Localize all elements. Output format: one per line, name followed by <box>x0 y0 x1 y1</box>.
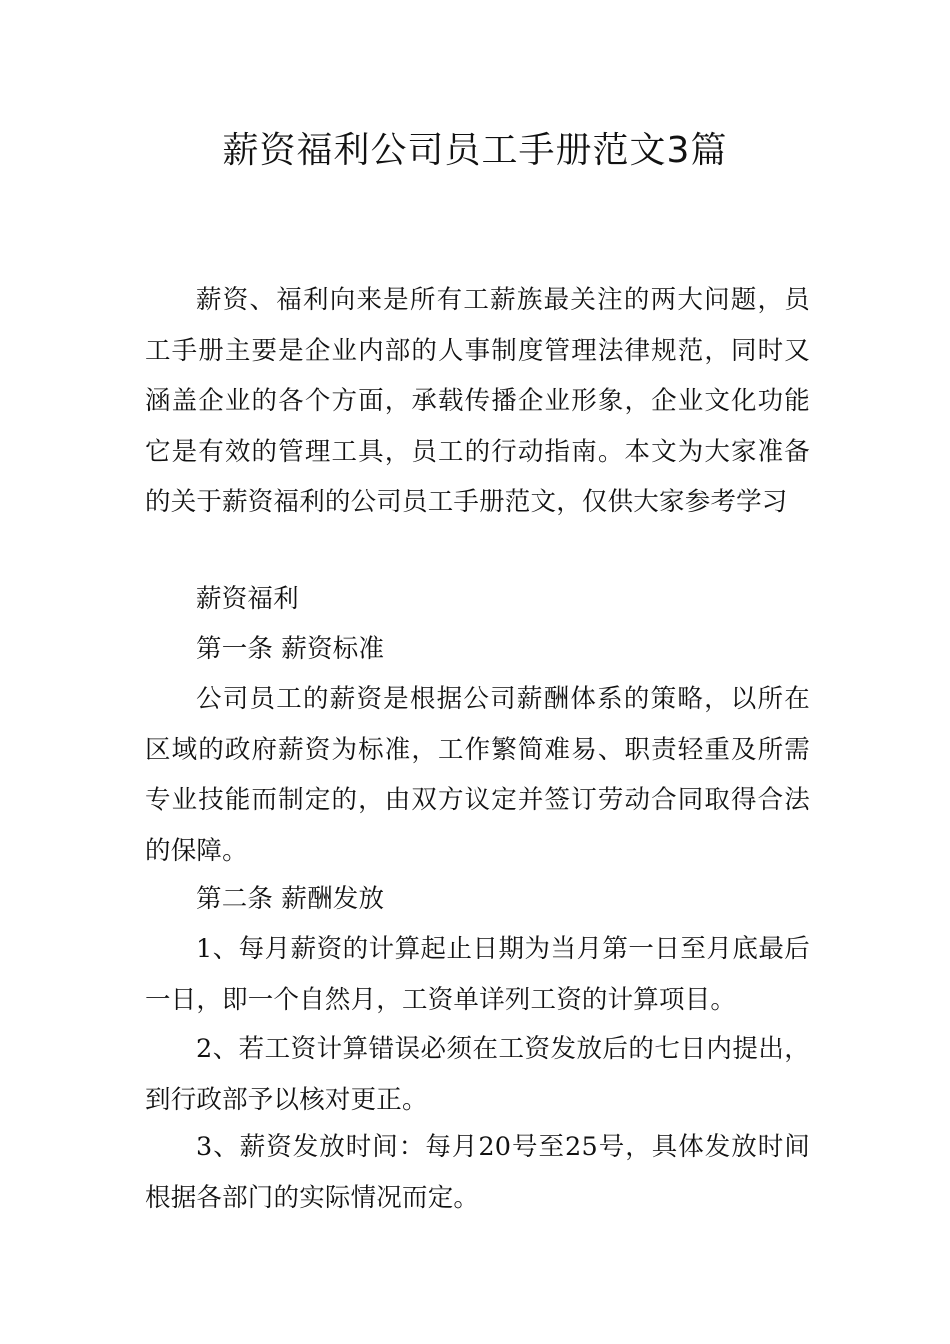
article-2-item-2: 2、若工资计算错误必须在工资发放后的七日内提出，到行政部予以核对更正。 <box>145 1034 810 1115</box>
document-title: 薪资福利公司员工手册范文3篇 <box>222 130 728 171</box>
article-1-body: 公司员工的薪资是根据公司薪酬体系的策略，以所在区域的政府薪资为标准，工作繁简难易、职责轻重及所需专业技能而制定的，由双方议定并签订劳动合同取得合法的保障。 <box>145 684 810 866</box>
section-heading: 薪资福利 <box>196 584 299 614</box>
article-2-heading: 第二条 薪酬发放 <box>196 884 385 914</box>
article-1-heading: 第一条 薪资标准 <box>196 634 385 664</box>
article-2-item-3: 3、薪资发放时间：每月20号至25号，具体发放时间根据各部门的实际情况而定。 <box>145 1132 810 1213</box>
intro-paragraph: 薪资、福利向来是所有工薪族最关注的两大问题，员工手册主要是企业内部的人事制度管理法律规范，同时又涵盖企业的各个方面，承载传播企业形象，企业文化功能它是有效的管理工具，员工的行动指南。本文为大家准备的关于薪资福利的公司员工手册范文，仅供大家参考学习 <box>145 285 810 518</box>
article-2-item-1: 1、每月薪资的计算起止日期为当月第一日至月底最后一日，即一个自然月，工资单详列工资的计算项目。 <box>145 934 810 1015</box>
